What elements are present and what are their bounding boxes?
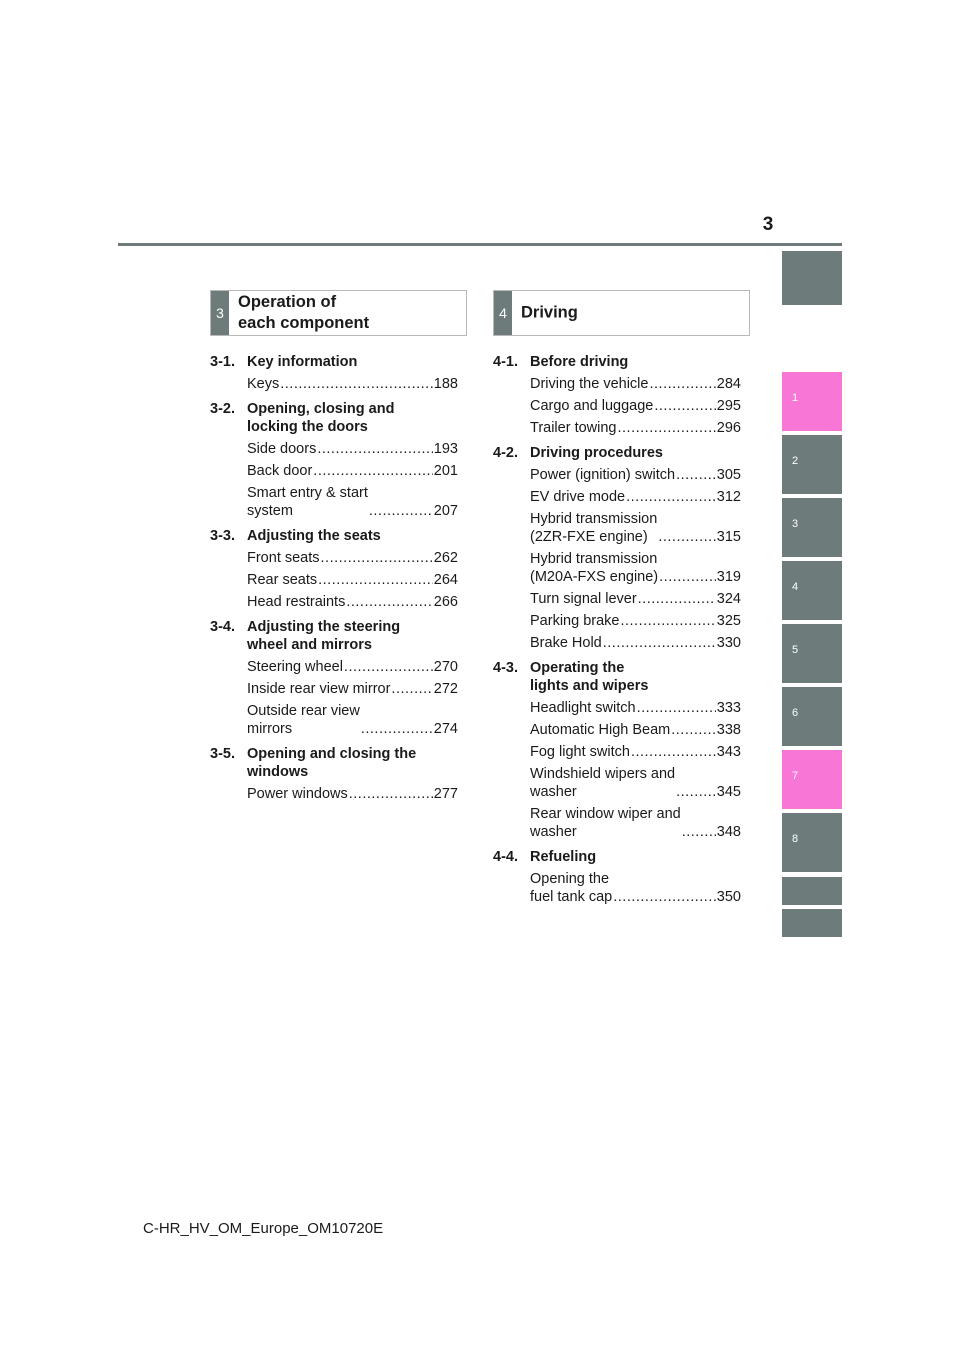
toc-group-number: 4-3.: [493, 660, 518, 676]
toc-entry[interactable]: [247, 785, 458, 803]
toc-leader-dots: [613, 888, 716, 906]
toc-leader-dots: [631, 743, 716, 761]
toc-column-section-4: [493, 353, 741, 913]
side-tab-8[interactable]: 8: [782, 813, 842, 872]
toc-group-title[interactable]: [493, 353, 741, 371]
toc-entry-label: Power (ignition) switch: [530, 467, 676, 483]
toc-group-text: Driving procedures: [530, 445, 663, 461]
toc-entry[interactable]: [530, 743, 741, 761]
toc-entry-page: 201: [433, 463, 458, 479]
toc-entry[interactable]: [530, 612, 741, 630]
toc-group: [493, 353, 741, 437]
toc-entry[interactable]: [247, 462, 458, 480]
toc-group: [493, 848, 741, 906]
side-tab-5[interactable]: 5: [782, 624, 842, 683]
toc-entry[interactable]: [530, 550, 741, 586]
toc-leader-dots: [349, 785, 433, 803]
toc-entry-label: Hybrid transmission (M20A-FXS engine): [530, 551, 659, 585]
toc-entry[interactable]: [530, 721, 741, 739]
toc-entry[interactable]: [530, 510, 741, 546]
toc-leader-dots: [658, 528, 715, 546]
toc-entry-page: 274: [433, 721, 458, 737]
footer-document-id: C-HR_HV_OM_Europe_OM10720E: [143, 1220, 384, 1237]
toc-entry-page: 315: [716, 529, 741, 545]
toc-group-number: 3-5.: [210, 746, 235, 762]
toc-leader-dots: [638, 590, 716, 608]
toc-group-title[interactable]: [493, 659, 741, 695]
toc-entry-page: 350: [716, 889, 741, 905]
toc-leader-dots: [317, 440, 432, 458]
toc-group: [210, 745, 458, 803]
toc-entry-label: Rear window wiper and washer: [530, 806, 681, 840]
toc-entry[interactable]: [530, 765, 741, 801]
toc-leader-dots: [321, 549, 433, 567]
toc-entry-label: Automatic High Beam: [530, 722, 671, 738]
toc-group-number: 4-1.: [493, 354, 518, 370]
toc-entry[interactable]: [530, 590, 741, 608]
toc-entry-label: EV drive mode: [530, 489, 626, 505]
toc-entry[interactable]: [530, 375, 741, 393]
toc-group-text: Opening and closing the windows: [247, 746, 417, 780]
toc-entry-label: Inside rear view mirror: [247, 681, 391, 697]
toc-entry[interactable]: [247, 549, 458, 567]
toc-group-text: Opening, closing and locking the doors: [247, 401, 395, 435]
toc-group-title[interactable]: [210, 618, 458, 654]
toc-leader-dots: [280, 375, 433, 393]
toc-leader-dots: [637, 699, 716, 717]
toc-entry-label: Parking brake: [530, 613, 620, 629]
toc-entry-label: Hybrid transmission (2ZR-FXE engine): [530, 511, 658, 545]
toc-group: [210, 618, 458, 738]
toc-group: [493, 444, 741, 652]
toc-entry-label: Windshield wipers and washer: [530, 766, 676, 800]
toc-entry-page: 264: [433, 572, 458, 588]
toc-entry-label: Back door: [247, 463, 313, 479]
toc-entry-label: Keys: [247, 376, 280, 392]
toc-leader-dots: [649, 375, 715, 393]
toc-group-text: Refueling: [530, 849, 597, 865]
side-tab-index-2[interactable]: [782, 909, 842, 937]
toc-group-text: Adjusting the steering wheel and mirrors: [247, 619, 401, 653]
toc-leader-dots: [344, 658, 433, 676]
toc-entry[interactable]: [530, 870, 741, 906]
toc-entry-page: 305: [716, 467, 741, 483]
toc-leader-dots: [671, 721, 716, 739]
toc-entry-label: Outside rear view mirrors: [247, 703, 360, 737]
toc-entry-label: Turn signal lever: [530, 591, 637, 607]
toc-entry-page: 207: [433, 503, 458, 519]
toc-entry-label: Cargo and luggage: [530, 398, 654, 414]
toc-entry-page: 312: [716, 489, 741, 505]
toc-entry-label: Front seats: [247, 550, 320, 566]
side-tab-contents[interactable]: [782, 251, 842, 305]
toc-leader-dots: [313, 462, 433, 480]
toc-leader-dots: [618, 419, 716, 437]
toc-entry-label: Steering wheel: [247, 659, 343, 675]
toc-entry[interactable]: [530, 419, 741, 437]
toc-entry-page: 284: [716, 376, 741, 392]
side-tab-index[interactable]: [782, 877, 842, 905]
toc-entry-label: Headlight switch: [530, 700, 636, 716]
toc-group-number: 3-2.: [210, 401, 235, 417]
toc-leader-dots: [676, 466, 716, 484]
side-tab-2[interactable]: 2: [782, 435, 842, 494]
toc-entry[interactable]: [530, 634, 741, 652]
toc-group-number: 3-4.: [210, 619, 235, 635]
toc-leader-dots: [676, 783, 716, 801]
toc-entry-label: Rear seats: [247, 572, 318, 588]
toc-group-text: Adjusting the seats: [247, 528, 381, 544]
side-tab-4[interactable]: 4: [782, 561, 842, 620]
toc-entry-label: Smart entry & start system: [247, 485, 368, 519]
toc-group-text: Operating the lights and wipers: [530, 660, 649, 694]
toc-entry-page: 333: [716, 700, 741, 716]
side-tab-6[interactable]: 6: [782, 687, 842, 746]
toc-group-text: Key information: [247, 354, 358, 370]
section-number: 4: [494, 291, 512, 335]
toc-entry-page: 266: [433, 594, 458, 610]
toc-entry[interactable]: [530, 397, 741, 415]
toc-leader-dots: [603, 634, 716, 652]
toc-entry[interactable]: [530, 466, 741, 484]
toc-entry[interactable]: [247, 680, 458, 698]
toc-entry-page: 319: [716, 569, 741, 585]
toc-entry-page: 324: [716, 591, 741, 607]
toc-entry-page: 193: [433, 441, 458, 457]
toc-entry-page: 338: [716, 722, 741, 738]
toc-entry[interactable]: [247, 484, 458, 520]
toc-group-number: 3-1.: [210, 354, 235, 370]
toc-entry-page: 272: [433, 681, 458, 697]
toc-entry[interactable]: [247, 702, 458, 738]
toc-leader-dots: [361, 720, 433, 738]
toc-entry-page: 325: [716, 613, 741, 629]
toc-entry[interactable]: [247, 440, 458, 458]
toc-group-text: Before driving: [530, 354, 629, 370]
toc-entry[interactable]: [247, 375, 458, 393]
toc-group: [210, 353, 458, 393]
toc-leader-dots: [682, 823, 716, 841]
toc-entry-page: 343: [716, 744, 741, 760]
section-title: Driving: [521, 303, 578, 322]
toc-entry-page: 330: [716, 635, 741, 651]
toc-group-title[interactable]: [210, 745, 458, 781]
toc-entry-page: 270: [433, 659, 458, 675]
toc-entry-page: 345: [716, 784, 741, 800]
toc-group-title[interactable]: [210, 527, 458, 545]
toc-leader-dots: [391, 680, 432, 698]
toc-entry[interactable]: [530, 699, 741, 717]
toc-entry-label: Fog light switch: [530, 744, 630, 760]
toc-entry-page: 295: [716, 398, 741, 414]
side-tab-3[interactable]: 3: [782, 498, 842, 557]
toc-entry-label: Side doors: [247, 441, 317, 457]
section-header-4[interactable]: [493, 290, 750, 336]
toc-group-number: 3-3.: [210, 528, 235, 544]
toc-entry-page: 188: [433, 376, 458, 392]
toc-entry-label: Power windows: [247, 786, 348, 802]
toc-group: [210, 527, 458, 611]
toc-entry[interactable]: [530, 805, 741, 841]
toc-group: [210, 400, 458, 520]
toc-entry-label: Brake Hold: [530, 635, 602, 651]
toc-leader-dots: [318, 571, 433, 589]
toc-column-section-3: [210, 353, 458, 810]
toc-group-title[interactable]: [210, 400, 458, 436]
toc-entry[interactable]: [247, 571, 458, 589]
toc-entry-page: 296: [716, 420, 741, 436]
toc-leader-dots: [346, 593, 432, 611]
side-tab-1[interactable]: 1: [782, 372, 842, 431]
toc-leader-dots: [620, 612, 715, 630]
toc-entry-label: Trailer towing: [530, 420, 617, 436]
toc-entry-page: 277: [433, 786, 458, 802]
toc-entry[interactable]: [247, 593, 458, 611]
toc-group-title[interactable]: [493, 848, 741, 866]
section-number: 3: [211, 291, 229, 335]
top-rule: [118, 243, 842, 246]
toc-leader-dots: [626, 488, 716, 506]
toc-group-number: 4-4.: [493, 849, 518, 865]
toc-group: [493, 659, 741, 841]
section-header-3[interactable]: [210, 290, 467, 336]
toc-entry-page: 348: [716, 824, 741, 840]
toc-group-title[interactable]: [210, 353, 458, 371]
toc-leader-dots: [659, 568, 716, 586]
toc-group-number: 4-2.: [493, 445, 518, 461]
side-tab-7[interactable]: 7: [782, 750, 842, 809]
toc-entry-page: 262: [433, 550, 458, 566]
section-title: Operation of each component: [238, 293, 370, 332]
toc-entry-label: Head restraints: [247, 594, 346, 610]
toc-leader-dots: [369, 502, 433, 520]
page-number: 3: [762, 214, 774, 235]
toc-leader-dots: [654, 397, 715, 415]
toc-entry-label: Opening the fuel tank cap: [530, 871, 613, 905]
toc-group-title[interactable]: [493, 444, 741, 462]
toc-entry[interactable]: [530, 488, 741, 506]
toc-entry[interactable]: [247, 658, 458, 676]
toc-entry-label: Driving the vehicle: [530, 376, 649, 392]
